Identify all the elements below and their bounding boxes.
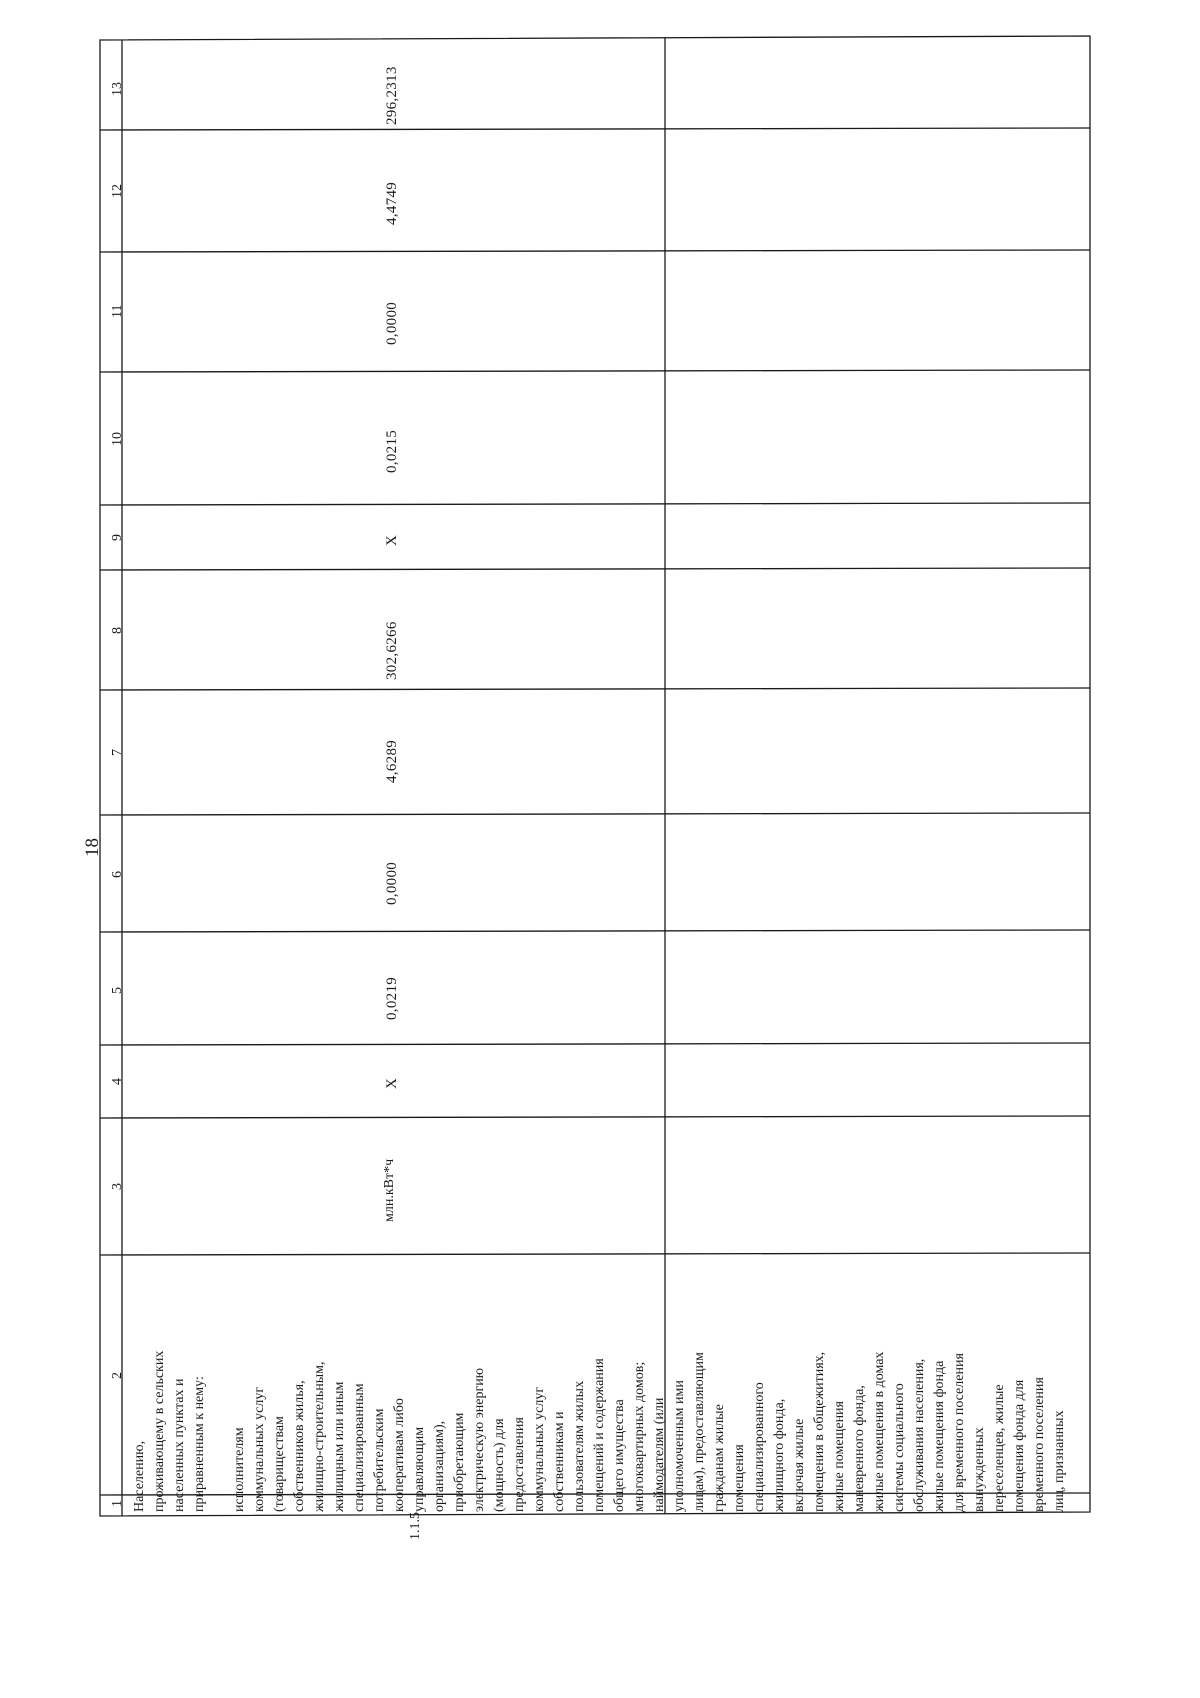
cell-col5: 0,0219 (384, 976, 400, 1020)
row-number: 1.1.5 (408, 1512, 423, 1540)
row-description: Населению, проживающему в сельских населенных пунктах и приравненным к нему: исполнителям коммунальных услуг (товариществам собственников жилья, жилищно-строительным, жилищным или иным специализированным потребительским кооперативам либо управляющим организациям), приобретающим электрическую энергию (мощность) для предоставления коммунальных услуг собственникам и пользователям жилых помещений и содержания общего имущества многоквартирных домов; (132, 1350, 647, 1512)
cell-col6: 0,0000 (384, 861, 400, 905)
cell-col11: 0,0000 (384, 301, 400, 345)
column-header-1: 1 (110, 1500, 125, 1507)
column-header-6: 6 (110, 871, 125, 878)
column-header-13: 13 (110, 82, 125, 96)
column-header-11: 11 (110, 304, 125, 318)
column-header-10: 10 (110, 432, 125, 446)
cell-col12: 4,4749 (384, 181, 400, 225)
cell-col4: X (384, 1077, 400, 1089)
column-header-7: 7 (110, 749, 125, 756)
column-header-12: 12 (110, 184, 125, 198)
cell-col7: 4,6289 (384, 739, 400, 783)
cell-col9: X (384, 534, 400, 546)
column-header-4: 4 (110, 1078, 125, 1085)
column-header-3: 3 (110, 1183, 125, 1190)
cell-col8: 302,6266 (384, 621, 400, 680)
column-header-5: 5 (110, 987, 125, 994)
column-header-8: 8 (110, 627, 125, 634)
page-number: 18 (82, 838, 103, 857)
column-header-9: 9 (110, 534, 125, 541)
cell-col10: 0,0215 (384, 429, 400, 473)
unit-cell: млн.кВт*ч (382, 1158, 397, 1222)
column-header-2: 2 (110, 1372, 125, 1379)
cell-col13: 296,2313 (384, 66, 400, 125)
next-row-description: наймодателям (или уполномоченным ими лицам), предоставляющим гражданам жилые помещения специализированного жилищного фонда, включая жилые помещения в общежитиях, жилые помещения маневренного фонда, жилые помещения в домах системы социального обслуживания населения, жилые помещения фонда для временного поселения вынужденных переселенцев, жилые помещения фонда для временного поселения лиц, признанных (652, 1351, 1067, 1512)
